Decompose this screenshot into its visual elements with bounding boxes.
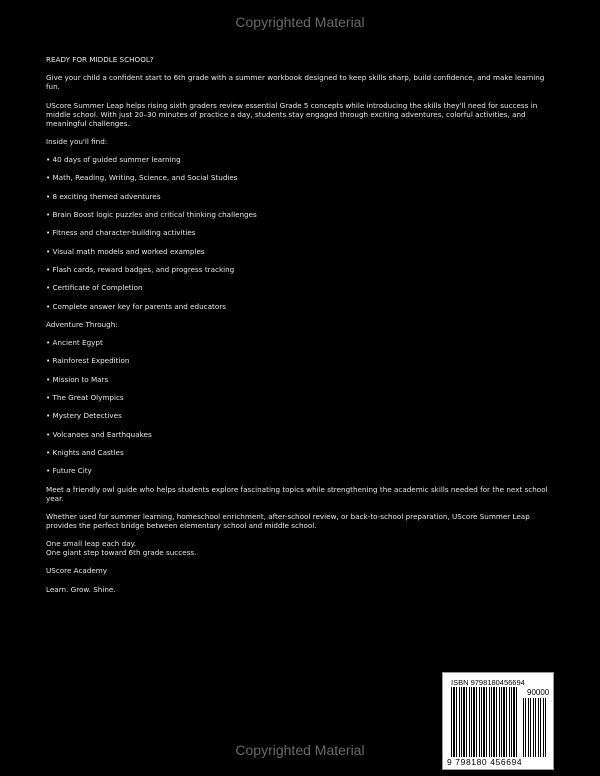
inside-item: • Fitness and character-building activities	[46, 228, 196, 238]
owl-paragraph: Meet a friendly owl guide who helps students explore fascinating topics while strengthening the academic skills needed for the next school year.	[46, 484, 548, 503]
inside-item: • Certificate of Completion	[46, 283, 143, 293]
publisher-name: UScore Academy	[46, 566, 108, 576]
heading: READY FOR MIDDLE SCHOOL?	[46, 55, 154, 64]
description-paragraph: UScore Summer Leap helps rising sixth graders review essential Grade 5 concepts while introducing the skills they'll need for success in middle school. With just 20–30 minutes of practice a day, students stay engaged through exciting adventures, colorful activities, and meaningful challenges.	[46, 100, 538, 128]
adventure-item: • Ancient Egypt	[46, 338, 103, 348]
adventure-item: • Mystery Detectives	[46, 411, 122, 421]
adventure-heading: Adventure Through:	[46, 319, 118, 329]
intro-paragraph: Give your child a confident start to 6th grade with a summer workbook designed to keep skills sharp, build confidence, and make learning fun.	[46, 73, 545, 92]
copyright-watermark-top: Copyrighted Material	[235, 14, 365, 30]
adventure-item: • Knights and Castles	[46, 447, 124, 457]
inside-heading: Inside you'll find:	[46, 136, 108, 146]
inside-item: • Brain Boost logic puzzles and critical thinking challenges	[46, 210, 257, 220]
usage-paragraph: Whether used for summer learning, homeschool enrichment, after-school review, or back-to-school preparation, UScore Summer Leap provides the perfect bridge between elementary school and middle school.	[46, 511, 530, 530]
inside-item: • Visual math models and worked examples	[46, 246, 205, 256]
inside-item: • Flash cards, reward badges, and progress tracking	[46, 264, 235, 274]
inside-item: • Complete answer key for parents and educators	[46, 301, 226, 311]
adventure-item: • Mission to Mars	[46, 374, 109, 384]
barcode-digits: 9 798180 456694	[447, 757, 523, 767]
adventure-item: • Volcanoes and Earthquakes	[46, 429, 152, 439]
inside-item: • 8 exciting themed adventures	[46, 191, 161, 201]
price-code: 90000	[527, 688, 550, 697]
motto: Learn. Grow. Shine.	[46, 584, 116, 594]
adventure-item: • Future City	[46, 466, 92, 476]
copyright-watermark-bottom: Copyrighted Material	[235, 742, 365, 758]
adventure-item: • The Great Olympics	[46, 393, 124, 403]
inside-item: • Math, Reading, Writing, Science, and Social Studies	[46, 173, 238, 183]
tagline-line-1: One small leap each day.	[46, 539, 137, 549]
adventure-item: • Rainforest Expedition	[46, 356, 130, 366]
back-cover-text	[46, 55, 556, 603]
inside-item: • 40 days of guided summer learning	[46, 155, 181, 165]
tagline-line-2: One giant step toward 6th grade success.	[46, 548, 197, 558]
isbn-label: ISBN 9798180456694	[451, 678, 525, 687]
